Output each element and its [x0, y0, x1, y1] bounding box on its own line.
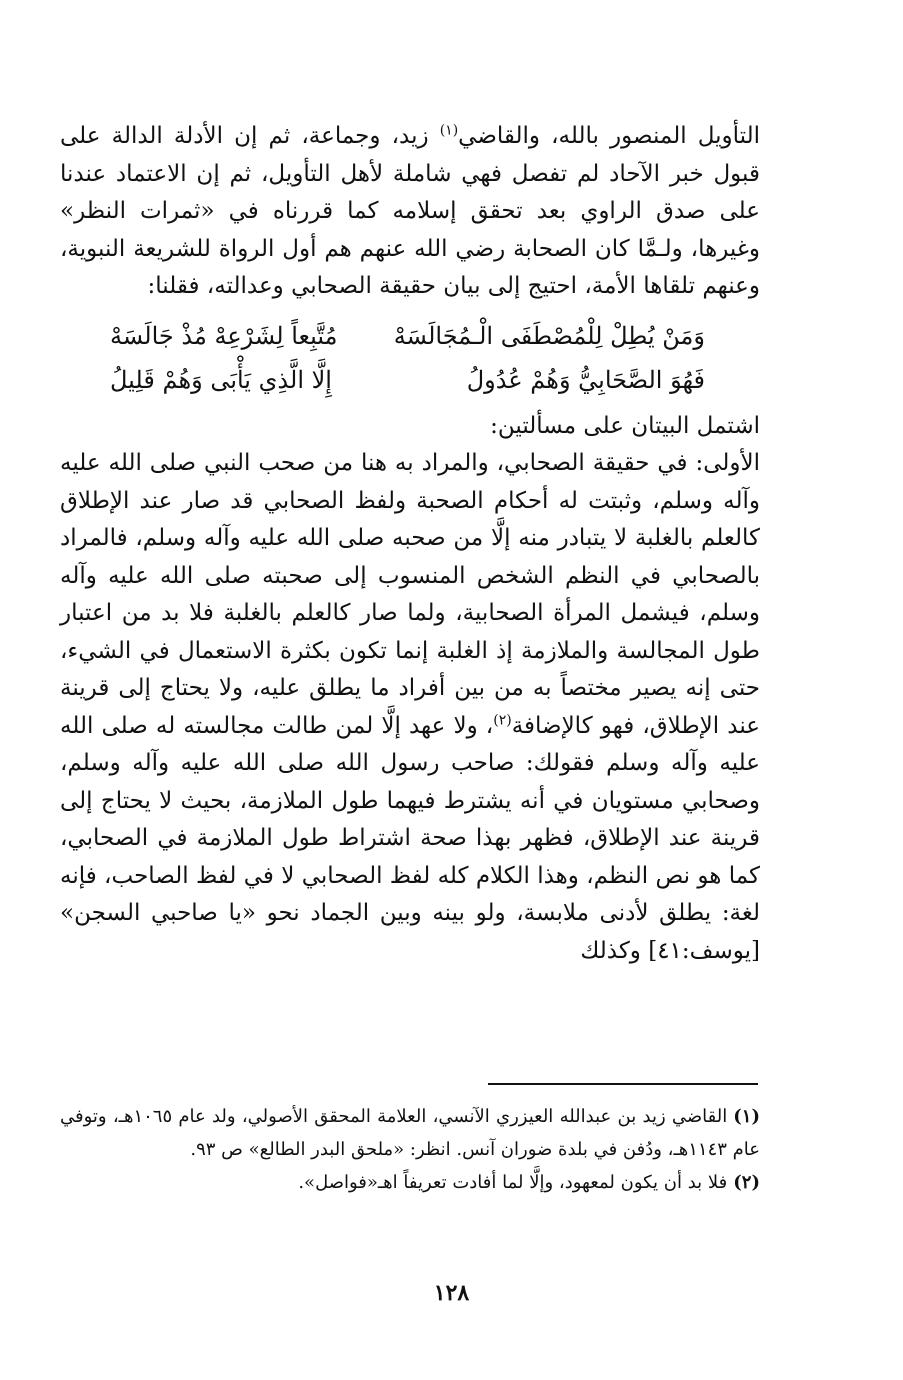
paragraph-first-issue-start: الأولى: في حقيقة الصحابي، والمراد به هنا من صحب النبي صلى الله عليه وآله وسلم، وثبتت له أحكام الصحبة ولفظ الصحابي قد صار عند الإطلاق كالعلم بالغلبة لا يتبادر منه إلَّا من صحبه صلى الله عليه وآله وسلم، فالمراد بالصحابي في النظم الشخص المنسوب إلى صحبته صلى الله عليه وآله وسلم، فيشمل المرأة الصحابية، ولما صار كالعلم بالغلبة فلا بد من اعتبار طول المجالسة والملازمة إذ الغلبة إنما تكون بكثرة الاستعمال في الشيء، حتى إنه يصير مختصاً به من بين أفراد ما يطلق عليه، ولا يحتاج إلى قرينة عند الإطلاق، فهو كالإضافة — [60, 450, 760, 739]
poem — [60, 314, 760, 402]
footnote-1-number: (١) — [733, 1106, 760, 1127]
main-text — [60, 118, 760, 970]
paragraph-first-issue-rest: ، ولا عهد إلَّا لمن طالت مجالسته له صلى الله عليه وآله وسلم فقولك: صاحب رسول الله صلى الله عليه وآله وسلم، وصحابي مستويان في أنه يشترط فيهما طول الملازمة، بحيث لا يحتاج إلى قرينة عند الإطلاق، فظهر بهذا صحة اشتراط طول الملازمة في الصحابي، كما هو نص النظم، وهذا الكلام كله لفظ الصحابي لا في لفظ الصاحب، فإنه لغة: يطلق لأدنى ملابسة، ولو بينه وبين الجماد نحو «يا صاحبي السجن» [يوسف:٤١] وكذلك — [60, 712, 760, 964]
paragraph-intro — [60, 118, 760, 306]
verse-1-first-hemistich: وَمَنْ يُطِلْ لِلْمُصْطَفَى الْـمُجَالَسَهْ — [393, 321, 705, 350]
verse-2-second-hemistich: إِلَّا الَّذِي يَأْبَى وَهُمْ قَلِيلُ — [110, 365, 332, 394]
footnote-2 — [60, 1166, 760, 1199]
footnote-separator — [488, 1083, 758, 1085]
footnote-ref-2[interactable]: (٢) — [493, 711, 512, 728]
paragraph-two-issues: اشتمل البيتان على مسألتين: — [490, 412, 760, 439]
paragraph-intro-start: التأويل المنصور بالله، والقاضي — [458, 123, 760, 149]
footnote-2-text: فلا بد أن يكون لمعهود، وإلَّا لما أفادت تعريفاً اهـ«فواصل». — [298, 1172, 728, 1193]
footnote-1-text: القاضي زيد بن عبدالله العيزري الآنسي، العلامة المحقق الأصولي، ولد عام ١٠٦٥هـ، وتوفي عام ١١٤٣هـ، ودُفن في بلدة ضوران آنس. انظر: «ملحق البدر الطالع» ص ٩٣. — [60, 1106, 760, 1160]
paragraph-intro-rest: زيد، وجماعة، ثم إن الأدلة الدالة على قبول خبر الآحاد لم تفصل فهي شاملة لأهل التأويل، ثم إن الاعتماد عندنا على صدق الراوي بعد تحقق إسلامه كما قررناه في «ثمرات النظر» وغيرها، ولـمَّا كان الصحابة رضي الله عنهم هم أول الرواة للشريعة النبوية، وعنهم تلقاها الأمة، احتيج إلى بيان حقيقة الصحابي وعدالته، فقلنا: — [60, 123, 760, 299]
footnotes — [60, 1100, 760, 1199]
verse-2 — [110, 358, 705, 402]
verse-1-second-hemistich: مُتَّبِعاً لِشَرْعِهْ مُذْ جَالَسَهْ — [110, 321, 338, 350]
verse-2-first-hemistich: فَهُوَ الصَّحَابِيُّ وَهُمْ عُدُولُ — [466, 365, 705, 394]
paragraph-first-issue — [60, 445, 760, 970]
verse-1 — [110, 314, 705, 358]
footnote-2-number: (٢) — [733, 1172, 760, 1193]
footnote-ref-1[interactable]: (١) — [439, 122, 459, 139]
footnote-1 — [60, 1100, 760, 1166]
page-number: ١٢٨ — [433, 1280, 470, 1306]
